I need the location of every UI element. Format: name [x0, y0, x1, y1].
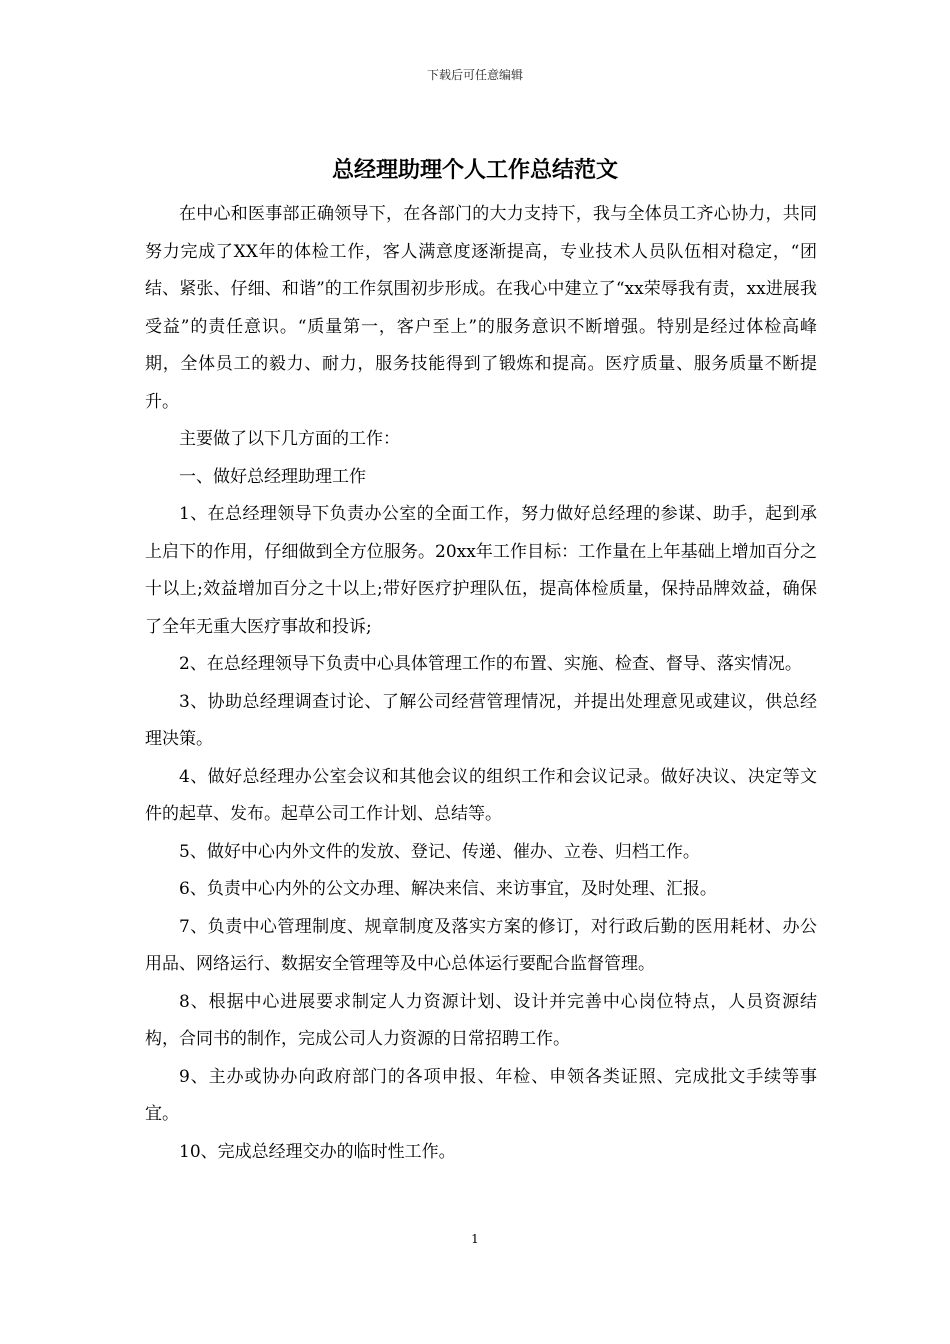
list-item: 4、做好总经理办公室会议和其他会议的组织工作和会议记录。做好决议、决定等文件的起草、发布。起草公司工作计划、总结等。 [145, 766, 817, 824]
paragraph-intro: 在中心和医事部正确领导下，在各部门的大力支持下，我与全体员工齐心协力，共同努力完成了XX年的体检工作，客人满意度逐渐提高，专业技术人员队伍相对稳定，“团结、紧张、仔细、和谐”的工作氛围初步形成。在我心中建立了“xx荣辱我有责，xx进展我受益”的责任意识。“质量第一，客户至上”的服务意识不断增强。特别是经过体检高峰期，全体员工的毅力、耐力，服务技能得到了锻炼和提高。医疗质量、服务质量不断提升。 [145, 204, 817, 412]
list-item: 10、完成总经理交办的临时性工作。 [179, 1141, 456, 1162]
list-item: 6、负责中心内外的公文办理、解决来信、来访事宜，及时处理、汇报。 [179, 879, 717, 899]
list-item: 5、做好中心内外文件的发放、登记、传递、催办、立卷、归档工作。 [179, 841, 700, 862]
document-body [145, 196, 817, 1171]
document-title: 总经理助理个人工作总结范文 [331, 157, 618, 183]
list-item: 3、协助总经理调查讨论、了解公司经营管理情况，并提出处理意见或建议，供总经理决策。 [145, 691, 817, 749]
page-number: 1 [471, 1232, 479, 1246]
header-note: 下载后可任意编辑 [426, 68, 523, 82]
list-item: 7、负责中心管理制度、规章制度及落实方案的修订，对行政后勤的医用耗材、办公用品、网络运行、数据安全管理等及中心总体运行要配合监督管理。 [145, 916, 817, 974]
section-heading: 一、做好总经理助理工作 [179, 466, 366, 487]
list-item: 8、根据中心进展要求制定人力资源计划、设计并完善中心岗位特点，人员资源结构，合同书的制作，完成公司人力资源的日常招聘工作。 [145, 991, 817, 1049]
list-item: 9、主办或协办向政府部门的各项申报、年检、申领各类证照、完成批文手续等事宜。 [145, 1066, 817, 1124]
list-item: 1、在总经理领导下负责办公室的全面工作，努力做好总经理的参谋、助手，起到承上启下的作用，仔细做到全方位服务。20xx年工作目标：工作量在上年基础上增加百分之十以上;效益增加百分之十以上;带好医疗护理队伍，提高体检质量，保持品牌效益，确保了全年无重大医疗事故和投诉; [145, 504, 817, 637]
list-item: 2、在总经理领导下负责中心具体管理工作的布置、实施、检查、督导、落实情况。 [179, 654, 802, 674]
paragraph-summary-lead: 主要做了以下几方面的工作： [179, 429, 400, 449]
